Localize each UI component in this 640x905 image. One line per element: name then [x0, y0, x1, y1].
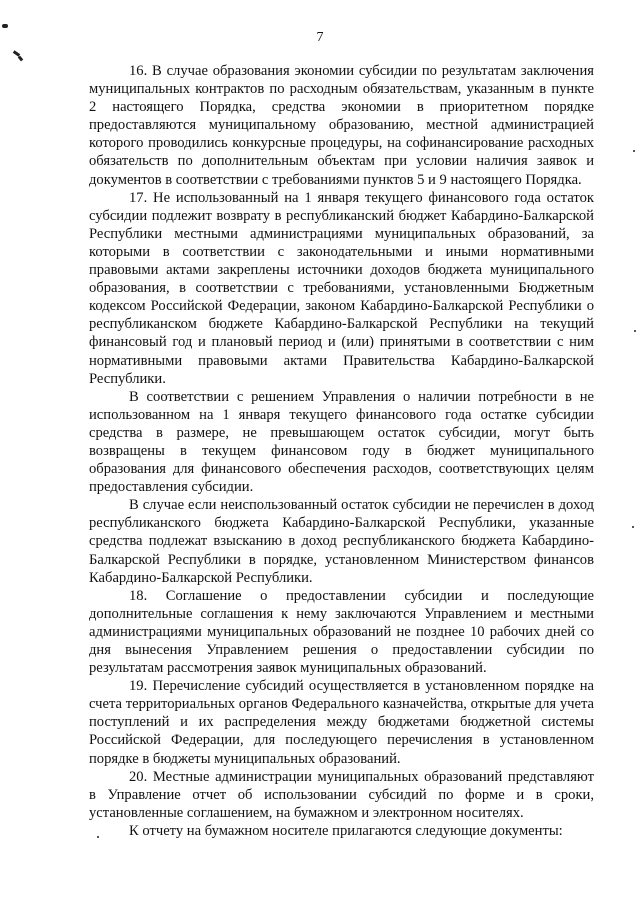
paragraph-17-recovery: В случае если неиспользованный остаток субсидии не перечислен в доход республиканского бюджета Кабардино-Балкарской Республики, указанные средства подлежат взысканию в доход республиканского бюджета Кабардино-Балкарской Республики в порядке, установленном Министерством финансов Кабардино-Балкарской Республики. [89, 497, 594, 586]
paragraph-20: 20. Местные администрации муниципальных образований представляют в Управление отчет об использовании субсидий по форме и в сроки, установленные соглашением, на бумажном и электронном носителях. [89, 768, 594, 821]
scan-dot [633, 150, 635, 152]
scan-mark [18, 56, 24, 62]
scan-dot [634, 330, 636, 332]
paragraph-18: 18. Соглашение о предоставлении субсидии и последующие дополнительные соглашения к нему заключаются Управлением и местными администрациями муниципальных образований не позднее 10 рабочих дней со дня вынесения Управлением решения о предоставлении субсидии по результатам рассмотрения заявок муниципальных образований. [89, 587, 594, 677]
paragraph-20-attachments: К отчету на бумажном носителе прилагаются следующие документы: [129, 822, 563, 839]
scan-dot [632, 526, 634, 528]
document-body [89, 62, 594, 840]
paragraph-16: 16. В случае образования экономии субсидии по результатам заключения муниципальных контрактов по расходным обязательствам, указанным в пункте 2 настоящего Порядка, средства экономии в приоритетном порядке предоставляются муниципальному образованию, местной администрацией которого проводились конкурсные процедуры, на софинансирование расходных обязательств по дополнительным объектам при условии наличия заявок и документов в соответствии с требованиями пунктов 5 и 9 настоящего Порядка. [89, 63, 594, 188]
page-number: 7 [316, 30, 324, 45]
paragraph-19: 19. Перечисление субсидий осуществляется в установленном порядке на счета территориальных органов Федерального казначейства, открытые для учета поступлений и их распределения между бюджетами бюджетной системы Российской Федерации, для последующего перечисления в установленном порядке в бюджеты муниципальных образований. [89, 678, 594, 767]
scan-mark [2, 24, 8, 28]
paragraph-17: 17. Не использованный на 1 января текущего финансового года остаток субсидии подлежит возврату в республиканский бюджет Кабардино-Балкарской Республики местными администрациями муниципальных образований, за которыми в соответствии с законодательными и иными нормативными правовыми актами закреплены источники доходов бюджета муниципального образования, в соответствии с требованиями, установленными Бюджетным кодексом Российской Федерации, законом Кабардино-Балкарской Республики о республиканском бюджете Кабардино-Балкарской Республики на текущий финансовый год и плановый период и (или) принятыми в соответствии с ним нормативными правовыми актами Правительства Кабардино-Балкарской Республики. [89, 189, 594, 387]
paragraph-17-return-decision: В соответствии с решением Управления о наличии потребности в не использованном на 1 января текущего финансового года остатке субсидии средства в размере, не превышающем остаток субсидии, могут быть возвращены в текущем финансовом году в бюджет муниципального образования для финансового обеспечения расходов, соответствующих целям предоставления субсидии. [89, 388, 594, 496]
